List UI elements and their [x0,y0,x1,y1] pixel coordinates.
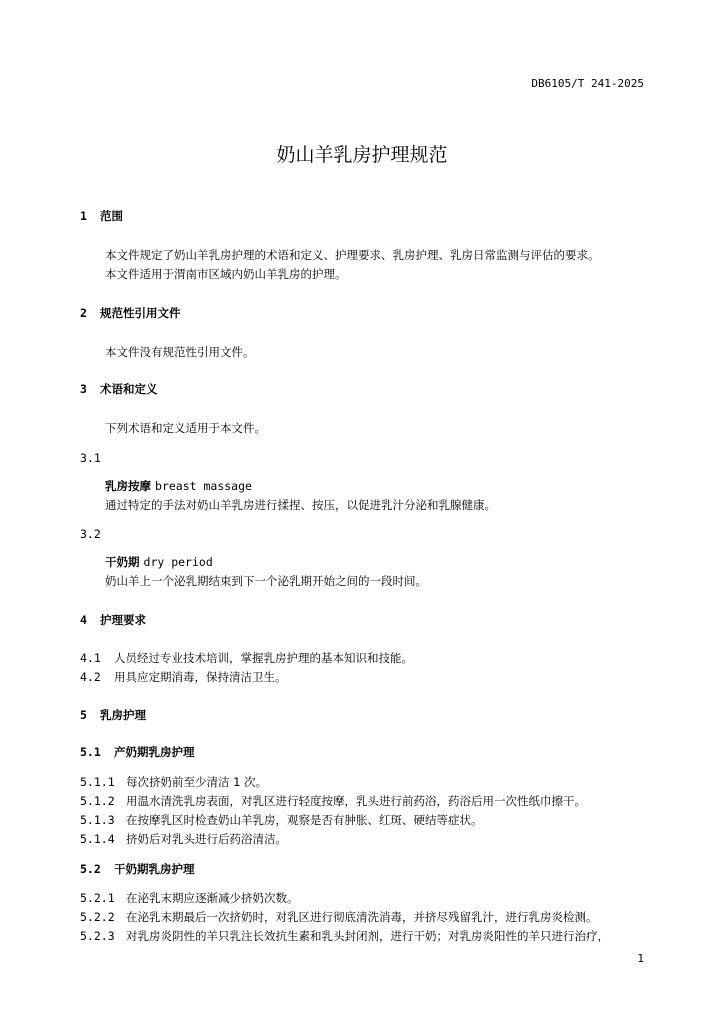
clause-text: 挤奶后对乳头进行后药浴清洁。 [126,832,287,846]
section-number: 5 [80,708,87,722]
section-title: 乳房护理 [100,708,146,722]
paragraph: 本文件规定了奶山羊乳房护理的术语和定义、护理要求、乳房护理、乳房日常监测与评估的要求。 [105,248,600,262]
clause [80,890,299,906]
clause-number: 4.2 [80,670,101,684]
term-chinese: 乳房按摩 [105,479,151,493]
subsection-number: 5.1 [80,745,101,759]
clause [80,774,267,790]
section-heading-terms [80,381,158,397]
clause-text: 在泌乳末期应逐渐减少挤奶次数。 [126,891,299,905]
term-english: dry period [143,555,213,569]
section-number: 2 [80,306,87,320]
section-title: 术语和定义 [100,382,158,396]
clause-number: 4.1 [80,651,101,665]
term-english: breast massage [155,479,252,493]
clause [80,793,586,809]
clause [80,909,598,925]
section-title: 范围 [100,209,123,223]
page-number: 1 [637,952,644,965]
clause-number: 5.2.3 [80,929,115,943]
clause-number: 5.1.3 [80,813,115,827]
subsection-heading-lactation [80,744,195,760]
term-entry [105,478,252,494]
clause-text: 每次挤奶前至少清洁 1 次。 [126,775,268,789]
clause [80,812,483,828]
clause [80,831,287,847]
term-chinese: 干奶期 [105,555,140,569]
subsection-title: 干奶期乳房护理 [114,862,195,876]
subsection-number: 5.2 [80,862,101,876]
clause [80,928,609,944]
clause-number: 5.2.1 [80,891,115,905]
clause-text: 用温水清洗乳房表面，对乳区进行轻度按摩，乳头进行前药浴，药浴后用一次性纸巾擦干。 [126,794,586,808]
clause [80,650,413,666]
section-heading-breast-care [80,707,146,723]
paragraph: 本文件适用于渭南市区域内奶山羊乳房的护理。 [105,267,347,281]
term-definition: 通过特定的手法对奶山羊乳房进行揉捏、按压，以促进乳汁分泌和乳腺健康。 [105,498,496,512]
clause-text: 用具应定期消毒，保持清洁卫生。 [114,670,287,684]
section-number: 3 [80,382,87,396]
section-heading-scope [80,208,123,224]
section-number: 4 [80,613,87,627]
section-title: 护理要求 [100,613,146,627]
term-entry [105,554,213,570]
clause-number: 5.1.1 [80,775,115,789]
document-title: 奶山羊乳房护理规范 [276,144,448,166]
subsection-title: 产奶期乳房护理 [114,745,195,759]
term-number: 3.2 [80,527,101,541]
clause-text: 人员经过专业技术培训，掌握乳房护理的基本知识和技能。 [114,651,413,665]
paragraph: 下列术语和定义适用于本文件。 [105,421,266,435]
section-title: 规范性引用文件 [100,306,181,320]
term-number: 3.1 [80,451,101,465]
paragraph: 本文件没有规范性引用文件。 [105,345,255,359]
clause-text: 在泌乳末期最后一次挤奶时，对乳区进行彻底清洗消毒，并挤尽残留乳汁，进行乳房炎检测。 [126,910,598,924]
subsection-heading-dry-period [80,861,195,877]
clause-number: 5.2.2 [80,910,115,924]
clause-number: 5.1.2 [80,794,115,808]
clause-text: 对乳房炎阴性的羊只乳注长效抗生素和乳头封闭剂，进行干奶；对乳房炎阳性的羊只进行治疗， [126,929,609,943]
section-heading-normative-references [80,305,181,321]
term-definition: 奶山羊上一个泌乳期结束到下一个泌乳期开始之间的一段时间。 [105,574,427,588]
clause [80,669,287,685]
section-number: 1 [80,209,87,223]
clause-number: 5.1.4 [80,832,115,846]
document-code: DB6105/T 241-2025 [531,77,644,90]
clause-text: 在按摩乳区时检查奶山羊乳房，观察是否有肿胀、红斑、硬结等症状。 [126,813,483,827]
section-heading-care-requirements [80,612,146,628]
